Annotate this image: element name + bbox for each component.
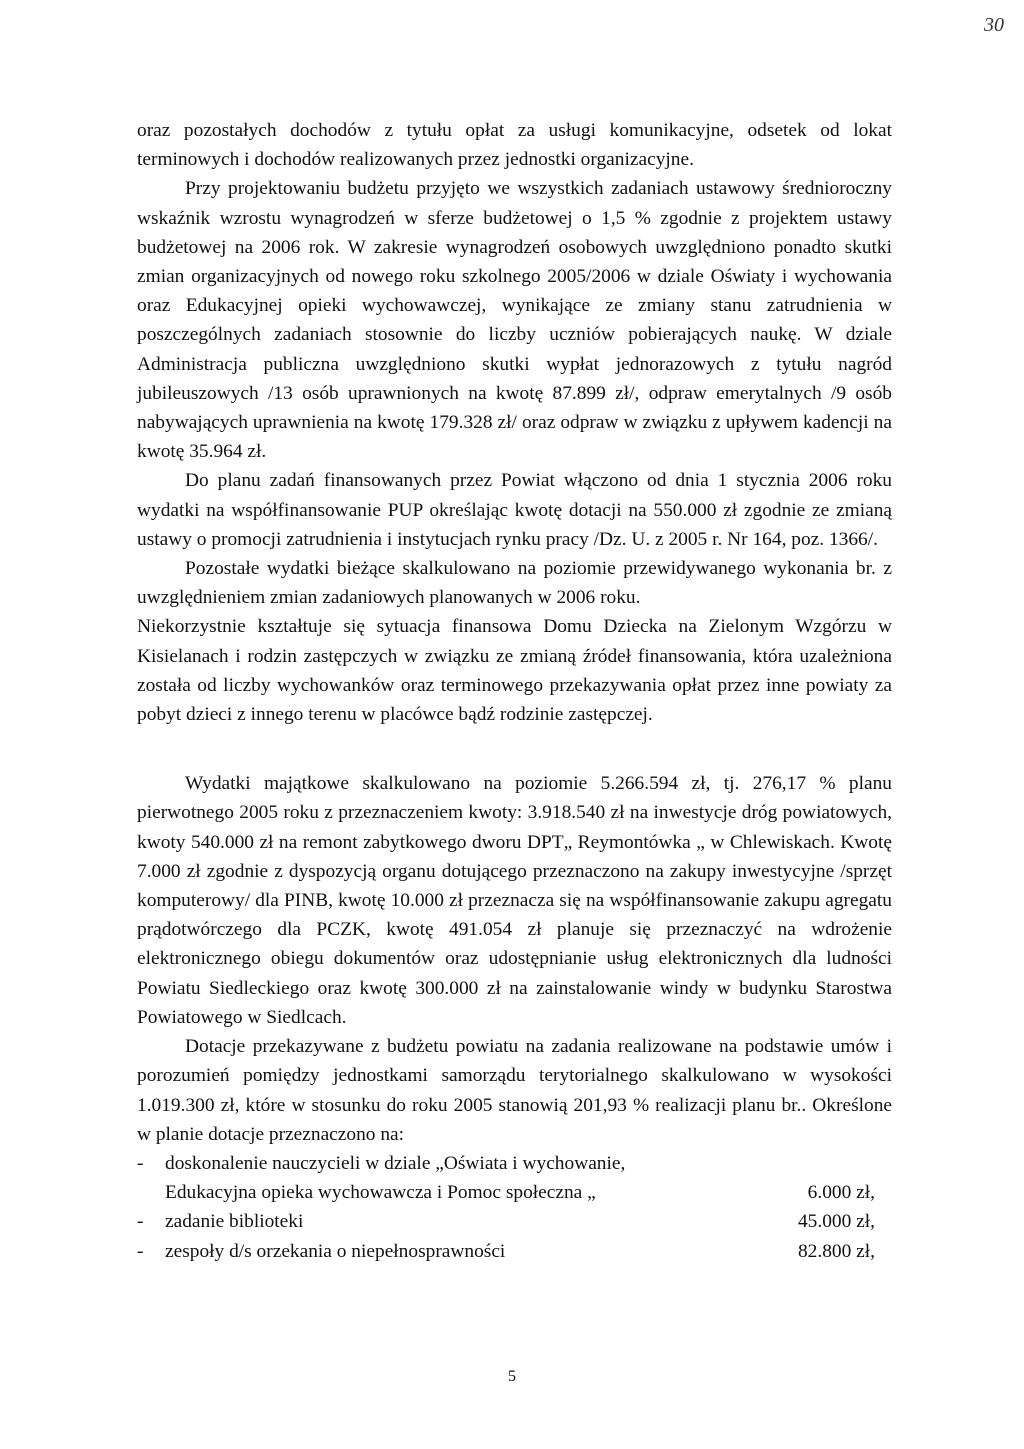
handwritten-page-mark: 30 bbox=[984, 14, 1004, 36]
list-item bbox=[137, 1149, 892, 1178]
paragraph: Wydatki majątkowe skalkulowano na poziomie 5.266.594 zł, tj. 276,17 % planu pierwotnego 2005 roku z przeznaczeniem kwoty: 3.918.540 zł na inwestycje dróg powiatowych, kwoty 540.000 zł na remont zabytkowego dworu DPT„ Reymontówka „ w Chlewiskach. Kwotę 7.000 zł zgodnie z dyspozycją organu dotującego przeznaczono na zakupy inwestycyjne /sprzęt komputerowy/ dla PINB, kwotę 10.000 zł przeznacza się na współfinansowanie zakupu agregatu prądotwórczego dla PCZK, kwotę 491.054 zł planuje się przeznaczyć na wdrożenie elektronicznego obiegu dokumentów oraz udostępnianie usług elektronicznych dla ludności Powiatu Siedleckiego oraz kwotę 300.000 zł na zainstalowanie windy w budynku Starostwa Powiatowego w Siedlcach. bbox=[137, 773, 892, 1028]
list-item bbox=[137, 1178, 892, 1207]
page-number: 5 bbox=[508, 1368, 516, 1385]
list-item bbox=[137, 1207, 892, 1236]
paragraph: Dotacje przekazywane z budżetu powiatu na zadania realizowane na podstawie umów i porozumień pomiędzy jednostkami samorządu terytorialnego skalkulowano w wysokości 1.019.300 zł, które w stosunku do roku 2005 stanowią 201,93 % realizacji planu br.. Określone w planie dotacje przeznaczono na: bbox=[137, 1036, 892, 1145]
list-item bbox=[137, 1237, 892, 1266]
list-dash: - bbox=[137, 1152, 144, 1174]
list-item-text: Edukacyjna opieka wychowawcza i Pomoc społeczna „ bbox=[165, 1182, 596, 1204]
list-item-amount: 82.800 zł, bbox=[797, 1240, 875, 1262]
paragraph: oraz pozostałych dochodów z tytułu opłat za usługi komunikacyjne, odsetek od lokat terminowych i dochodów realizowanych przez jednostki organizacyjne. bbox=[137, 120, 892, 171]
paragraph-spacer bbox=[137, 729, 892, 769]
list-item-amount: 45.000 zł, bbox=[797, 1211, 875, 1233]
list-item-text: doskonalenie nauczycieli w dziale „Oświata i wychowanie, bbox=[165, 1152, 626, 1174]
paragraph: Do planu zadań finansowanych przez Powiat włączono od dnia 1 stycznia 2006 roku wydatki na współfinansowanie PUP określając kwotę dotacji na 550.000 zł zgodnie ze zmianą ustawy o promocji zatrudnienia i instytucjach rynku pracy /Dz. U. z 2005 r. Nr 164, poz. 1366/. bbox=[137, 470, 892, 550]
paragraph: Niekorzystnie kształtuje się sytuacja finansowa Domu Dziecka na Zielonym Wzgórzu w Kisielanach i rodzin zastępczych w związku ze zmianą źródeł finansowania, która uzależniona została od liczby wychowanków oraz terminowego przekazywania opłat przez inne powiaty za pobyt dzieci z innego terenu w placówce bądź rodzinie zastępczej. bbox=[137, 616, 892, 726]
list-item-amount: 6.000 zł, bbox=[807, 1182, 875, 1204]
list-dash: - bbox=[137, 1211, 144, 1233]
document-body bbox=[137, 116, 892, 1266]
list-dash: - bbox=[137, 1240, 144, 1262]
grant-list bbox=[137, 1149, 892, 1266]
paragraph: Pozostałe wydatki bieżące skalkulowano na poziomie przewidywanego wykonania br. z uwzględnieniem zmian zadaniowych planowanych w 2006 roku. bbox=[137, 558, 892, 609]
list-item-text: zespoły d/s orzekania o niepełnosprawności bbox=[165, 1240, 506, 1262]
list-item-text: zadanie biblioteki bbox=[165, 1211, 304, 1233]
paragraph: Przy projektowaniu budżetu przyjęto we wszystkich zadaniach ustawowy średnioroczny wskaźnik wzrostu wynagrodzeń w sferze budżetowej o 1,5 % zgodnie z projektem ustawy budżetowej na 2006 rok. W zakresie wynagrodzeń osobowych uwzględniono ponadto skutki zmian organizacyjnych od nowego roku szkolnego 2005/2006 w dziale Oświaty i wychowania oraz Edukacyjnej opieki wychowawczej, wynikające ze zmiany stanu zatrudnienia w poszczególnych zadaniach stosownie do liczby uczniów pobierających naukę. W dziale Administracja publiczna uwzględniono skutki wypłat jednorazowych z tytułu nagród jubileuszowych /13 osób uprawnionych na kwotę 87.899 zł/, odpraw emerytalnych /9 osób nabywających uprawnienia na kwotę 179.328 zł/ oraz odpraw w związku z upływem kadencji na kwotę 35.964 zł. bbox=[137, 178, 892, 463]
